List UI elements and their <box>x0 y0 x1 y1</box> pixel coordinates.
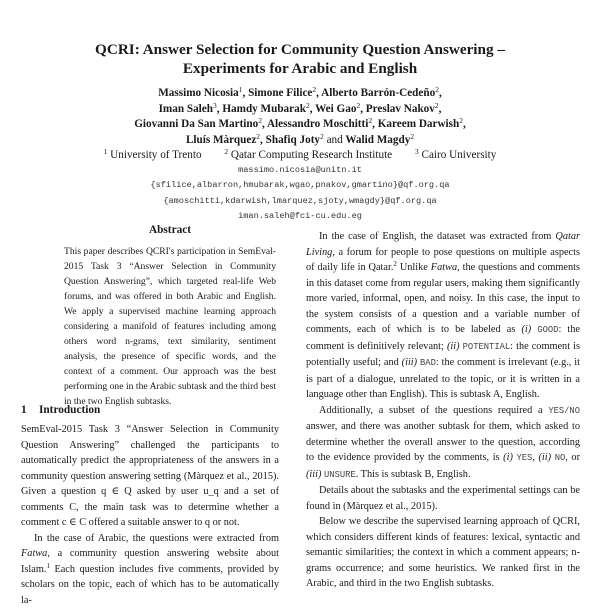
emphasis: Fatwa <box>21 548 47 559</box>
affiliation-mark: 2 <box>320 132 324 141</box>
label-yes-no: YES/NO <box>548 406 580 416</box>
separator: , <box>217 103 223 115</box>
author-name: Kareem Darwish <box>378 118 460 130</box>
text: Unlike <box>397 262 431 273</box>
affiliation-name: University of Trento <box>110 149 201 161</box>
author-line-3 <box>0 117 600 133</box>
affiliation-mark: 2 <box>410 132 414 141</box>
enum-label: (iii) <box>402 357 417 368</box>
text: In the case of Arabic, the questions were extracted from <box>34 533 279 544</box>
text: Each question includes five comments, provided by scholars on the topic, each of which has to be automatically la- <box>21 564 279 606</box>
abstract-heading: Abstract <box>50 224 290 236</box>
separator: , <box>463 118 466 130</box>
label-yes: YES <box>516 453 532 463</box>
text: In the case of English, the dataset was extracted from <box>319 231 555 242</box>
email-line: massimo.nicosia@unitn.it <box>0 163 600 178</box>
footnote-mark: 1 <box>46 562 50 570</box>
email-line: {sfilice,albarron,hmubarak,wgao,pnakov,gmartino}@qf.org.qa <box>0 178 600 193</box>
author-name: Massimo Nicosia <box>158 87 238 99</box>
separator: , <box>439 103 442 115</box>
paragraph: SemEval-2015 Task 3 “Answer Selection in Community Question Answering” challenged the participants to automatically predict the appropriateness of the answers in a community question answering setting (Màrquez et al., 2015). Given a question q ∈ Q asked by user u_q and a set of comments C, the main task was to determine whether a comment c ∈ C offered a suitable answer to q or not. <box>21 422 279 531</box>
paper-title-line-1: QCRI: Answer Selection for Community Question Answering – <box>0 40 600 59</box>
affiliation-name: Cairo University <box>421 149 496 161</box>
paper-title-line-2: Experiments for Arabic and English <box>0 59 600 78</box>
text: Additionally, a subset of the questions required a <box>319 405 548 416</box>
text: . This is subtask B, English. <box>356 469 471 480</box>
paragraph: Additionally, a subset of the questions required a YES/NO answer, and there was another subtask for them, which asked to determine whether the overall answer to the question, according to the evidence provided by the comments, is (i) YES, (ii) NO, or (iii) UNSURE. This is subtask B, English. <box>306 403 580 484</box>
text: : the comment is irrelevant (e.g., it is part of a dialogue, unrelated to the topic, or it is written in a language other than English). This is subtask A, English. <box>306 357 580 400</box>
author-line-1 <box>0 86 600 102</box>
affiliation-mark: 3 <box>213 101 217 110</box>
author-name: Alessandro Moschitti <box>267 118 368 130</box>
affiliation-mark: 2 <box>435 101 439 110</box>
enum-label: (iii) <box>306 469 321 480</box>
affiliation-number: 1 <box>104 147 108 156</box>
affiliation-1 <box>104 149 202 161</box>
affiliation-mark: 2 <box>256 132 260 141</box>
and-word: and <box>327 134 343 146</box>
paragraph <box>21 531 279 608</box>
text: , a forum for people to pose questions on multiple aspects of daily life in Qatar. <box>306 247 580 274</box>
author-name: Simone Filice <box>248 87 312 99</box>
affiliation-mark: 2 <box>312 85 316 94</box>
text: : the comment is definitively relevant; <box>306 324 580 352</box>
affiliation-mark: 2 <box>356 101 360 110</box>
email-line: {amoschitti,kdarwish,lmarquez,sjoty,wmagdy}@qf.org.qa <box>0 194 600 209</box>
enum-label: (ii) <box>447 341 460 352</box>
paragraph: Below we describe the supervised learning approach of QCRI, which considers different kinds of features: lexical, syntactic and semantic similarities; the context in which a comment appears; n-grams occurrence; and some heuristics. We ranked first in the Arabic, and third in the two English subtasks. <box>306 514 580 592</box>
author-line-2 <box>0 102 600 118</box>
separator: , <box>360 103 366 115</box>
label-good: GOOD <box>537 325 558 335</box>
text: answer, and there was another subtask for them, which asked to determine whether the overall answer to the question, according to the evidence provided by the comments, is <box>306 421 580 463</box>
emphasis: Qatar Living <box>306 231 580 258</box>
label-potential: POTENTIAL <box>463 342 511 352</box>
affiliation-3 <box>415 149 496 161</box>
affiliations <box>0 148 600 162</box>
affiliation-number: 3 <box>415 147 419 156</box>
author-name: Preslav Nakov <box>366 103 435 115</box>
separator: , <box>439 87 442 99</box>
author-list <box>0 86 600 148</box>
label-no: NO <box>555 453 566 463</box>
enum-label: (i) <box>521 324 531 335</box>
affiliation-2 <box>224 149 392 161</box>
email-list <box>0 163 600 224</box>
separator: , <box>262 118 267 130</box>
paragraph: Details about the subtasks and the experimental settings can be found in (Màrquez et al., 2015). <box>306 483 580 514</box>
affiliation-mark: 1 <box>239 85 243 94</box>
affiliation-mark: 2 <box>306 101 310 110</box>
section-heading-introduction <box>21 404 100 416</box>
affiliation-mark: 2 <box>435 85 439 94</box>
enum-label: (i) <box>503 452 513 463</box>
author-name: Wei Gao <box>315 103 356 115</box>
separator: , <box>310 103 315 115</box>
text: , a community question answering website about Islam. <box>21 548 279 575</box>
text: : the comment is potentially useful; and <box>306 341 580 369</box>
author-name: Walid Magdy <box>345 134 410 146</box>
right-column-body <box>306 229 580 592</box>
separator: , <box>242 87 248 99</box>
author-name: Iman Saleh <box>159 103 213 115</box>
emphasis: Fatwa <box>431 262 457 273</box>
abstract-text: This paper describes QCRI's participation in SemEval-2015 Task 3 “Answer Selection in Community Question Answering”, which targeted real-life Web forums, and was offered in both Arabic and English. We apply a supervised machine learning approach considering a manifold of features including among others word n-grams, text similarity, sentiment analysis, the presence of specific words, and the context of a comment. Our approach was the best performing one in the Arabic subtask and the third best in the two English subtasks. <box>64 244 276 409</box>
author-name: Giovanni Da San Martino <box>134 118 258 130</box>
author-name: Lluís Màrquez <box>186 134 256 146</box>
label-unsure: UNSURE <box>324 470 356 480</box>
email-line: iman.saleh@fci-cu.edu.eg <box>0 209 600 224</box>
affiliation-name: Qatar Computing Research Institute <box>231 149 392 161</box>
author-name: Hamdy Mubarak <box>222 103 306 115</box>
affiliation-mark: 2 <box>459 116 463 125</box>
footnote-mark: 2 <box>393 260 397 268</box>
affiliation-number: 2 <box>224 147 228 156</box>
text: , the questions and comments in this dataset come from regular users, making them significantly more varied, informal, open, and noisy. In this case, the input to the system consists of a question and a variable number of comments, each of which is to be labeled as <box>306 262 580 335</box>
affiliation-mark: 2 <box>368 116 372 125</box>
affiliation-mark: 2 <box>258 116 262 125</box>
separator: , <box>372 118 378 130</box>
author-line-4 <box>0 133 600 149</box>
author-name: Shafiq Joty <box>266 134 320 146</box>
label-bad: BAD <box>420 358 436 368</box>
separator: , <box>316 87 321 99</box>
author-name: Alberto Barrón-Cedeño <box>321 87 435 99</box>
section-title: Introduction <box>39 404 100 416</box>
paragraph <box>306 229 580 403</box>
separator: , <box>260 134 266 146</box>
enum-label: (ii) <box>539 452 552 463</box>
section-number: 1 <box>21 404 39 416</box>
left-column-body <box>21 422 279 608</box>
